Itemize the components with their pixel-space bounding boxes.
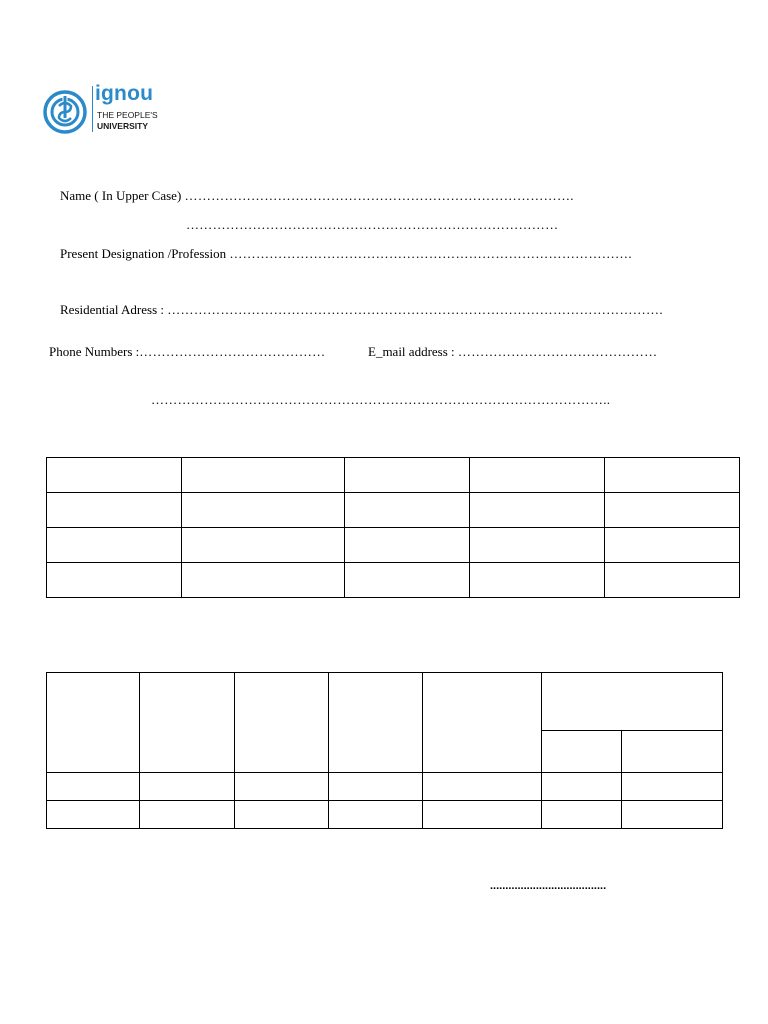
table-cell[interactable] — [470, 563, 605, 598]
table-cell[interactable] — [139, 773, 234, 801]
table-cell[interactable] — [181, 563, 344, 598]
table-cell[interactable] — [344, 493, 470, 528]
table-cell[interactable] — [423, 773, 542, 801]
designation-label: Present Designation /Profession — [60, 246, 227, 261]
table-cell[interactable] — [328, 773, 423, 801]
signature-dots[interactable]: ...................................... — [490, 880, 607, 892]
email-label: E_mail address : — [368, 344, 455, 359]
table-cell[interactable] — [47, 563, 182, 598]
table-cell[interactable] — [234, 801, 328, 829]
table-cell[interactable] — [47, 493, 182, 528]
table-cell[interactable] — [423, 801, 542, 829]
logo-divider — [92, 86, 93, 132]
table-cell[interactable] — [234, 773, 328, 801]
name-dots[interactable]: ……………………………………………………………………………. — [184, 188, 574, 203]
table-1 — [46, 457, 740, 598]
table-cell[interactable] — [622, 773, 723, 801]
table-cell[interactable] — [344, 563, 470, 598]
table-row — [47, 801, 723, 829]
table-cell[interactable] — [139, 801, 234, 829]
table-2 — [46, 672, 723, 829]
table-header-cell[interactable] — [139, 673, 234, 773]
ignou-logo — [40, 82, 162, 138]
designation-line — [60, 246, 632, 262]
table-header-cell[interactable] — [328, 673, 423, 773]
email-line — [368, 344, 657, 360]
email-dots[interactable]: ……………………………………… — [457, 344, 658, 359]
table-row — [47, 773, 723, 801]
table-cell[interactable] — [542, 801, 622, 829]
table-row — [47, 493, 740, 528]
table-cell[interactable] — [47, 773, 140, 801]
table-cell[interactable] — [328, 801, 423, 829]
table-cell[interactable] — [344, 528, 470, 563]
table-cell[interactable] — [470, 493, 605, 528]
table-subheader-cell[interactable] — [622, 731, 723, 773]
table-row — [47, 528, 740, 563]
designation-dots[interactable]: ………………………………………………………………………………. — [229, 246, 632, 261]
table-row — [47, 563, 740, 598]
ignou-emblem-icon — [40, 90, 90, 134]
table-cell[interactable] — [181, 528, 344, 563]
table-cell[interactable] — [605, 458, 740, 493]
table-cell[interactable] — [622, 801, 723, 829]
table-cell[interactable] — [47, 801, 140, 829]
table-header-group-cell[interactable] — [542, 673, 723, 731]
address-label: Residential Adress : — [60, 302, 164, 317]
address-dots[interactable]: …………………………………………………………………………………………………. — [167, 302, 663, 317]
name-dots-continued[interactable]: ………………………………………………………………………… — [186, 217, 559, 232]
table-cell[interactable] — [605, 528, 740, 563]
table-cell[interactable] — [181, 493, 344, 528]
table-cell[interactable] — [47, 528, 182, 563]
phone-line — [49, 344, 325, 360]
table-cell[interactable] — [470, 528, 605, 563]
logo-tagline-2: UNIVERSITY — [97, 121, 149, 131]
extra-dots[interactable]: ………………………………………………………………………………………….. — [151, 392, 611, 407]
logo-tagline-1: THE PEOPLE'S — [97, 110, 158, 120]
table-header-cell[interactable] — [423, 673, 542, 773]
table-subheader-cell[interactable] — [542, 731, 622, 773]
table-row — [47, 458, 740, 493]
table-cell[interactable] — [344, 458, 470, 493]
table-cell[interactable] — [542, 773, 622, 801]
phone-label: Phone Numbers : — [49, 344, 140, 359]
logo-brand: ignou — [95, 82, 154, 105]
table-cell[interactable] — [605, 563, 740, 598]
table-cell[interactable] — [47, 458, 182, 493]
name-line — [60, 188, 574, 204]
phone-dots[interactable]: …………………………………… — [139, 344, 326, 359]
table-cell[interactable] — [181, 458, 344, 493]
table-cell[interactable] — [605, 493, 740, 528]
name-label: Name ( In Upper Case) — [60, 188, 182, 203]
table-header-cell[interactable] — [234, 673, 328, 773]
table-cell[interactable] — [470, 458, 605, 493]
table-header-row — [47, 673, 723, 731]
table-header-cell[interactable] — [47, 673, 140, 773]
address-line — [60, 302, 663, 318]
